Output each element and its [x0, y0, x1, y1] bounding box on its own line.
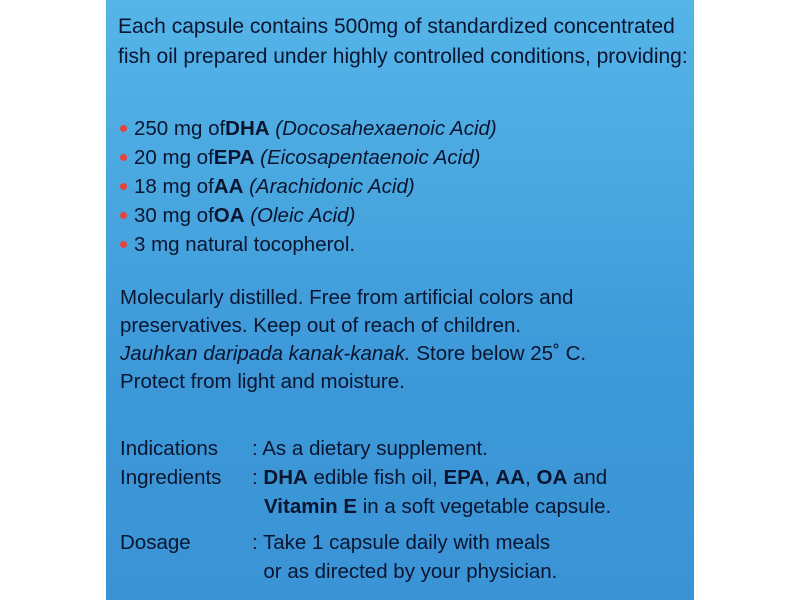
nutrient-list — [120, 114, 497, 259]
ingredients-value — [252, 463, 611, 521]
product-details — [120, 434, 611, 586]
nutrient-amount: 20 mg of — [134, 146, 214, 169]
nutrient-amount: 3 mg natural tocopherol. — [134, 233, 356, 256]
list-item-dha — [120, 114, 497, 143]
intro-text: Each capsule contains 500mg of standardized concentrated fish oil prepared under highly controlled conditions, providing: — [118, 15, 688, 68]
indications-label: Indications — [120, 437, 219, 460]
malay-warning: Jauhkan daripada kanak-kanak. — [120, 342, 411, 365]
ingredient-aa: AA — [495, 466, 526, 489]
bullet-dot-icon — [120, 212, 127, 219]
ingredients-line-2 — [252, 492, 611, 521]
notes-line-2: preservatives. Keep out of reach of children. — [120, 314, 522, 337]
ingredient-vitamin-e: Vitamin E — [264, 495, 358, 518]
ingredient-dha: DHA — [263, 466, 308, 489]
nutrient-name: OA — [213, 204, 245, 227]
nutrient-name: DHA — [225, 117, 270, 140]
nutrient-description: (Eicosapentaenoic Acid) — [260, 146, 481, 169]
nutrient-amount: 250 mg of — [134, 117, 226, 140]
product-label-panel — [106, 0, 694, 600]
list-item-oa — [120, 201, 497, 230]
bullet-dot-icon — [120, 241, 127, 248]
dosage-label: Dosage — [120, 531, 191, 554]
bullet-dot-icon — [120, 154, 127, 161]
ingredients-row — [120, 463, 611, 521]
list-item-aa — [120, 172, 497, 201]
bullet-dot-icon — [120, 183, 127, 190]
ingredients-text: and — [567, 466, 608, 489]
list-item-tocopherol — [120, 230, 497, 259]
ingredients-prefix: : — [252, 466, 264, 489]
nutrient-description: (Arachidonic Acid) — [249, 175, 415, 198]
nutrient-description: (Docosahexaenoic Acid) — [275, 117, 497, 140]
ingredients-text: edible fish oil, — [307, 466, 444, 489]
nutrient-name: EPA — [213, 146, 255, 169]
storage-notes — [120, 284, 690, 396]
indications-value: : As a dietary supplement. — [252, 437, 488, 460]
nutrient-description: (Oleic Acid) — [250, 204, 356, 227]
dosage-value — [252, 528, 557, 586]
ingredients-line-1 — [252, 463, 611, 492]
list-item-epa — [120, 143, 497, 172]
ingredients-label: Ingredients — [120, 466, 222, 489]
indications-row — [120, 434, 611, 463]
storage-temperature: Store below 25˚ C. — [410, 342, 587, 365]
nutrient-name: AA — [213, 175, 244, 198]
notes-line-4: Protect from light and moisture. — [120, 370, 405, 393]
dosage-line-2: or as directed by your physician. — [252, 560, 558, 583]
ingredients-separator: , — [525, 466, 537, 489]
ingredients-separator: , — [484, 466, 496, 489]
ingredient-oa: OA — [536, 466, 568, 489]
ingredients-text: in a soft vegetable capsule. — [357, 495, 612, 518]
notes-line-3 — [120, 340, 690, 368]
dosage-row — [120, 528, 611, 586]
nutrient-amount: 18 mg of — [134, 175, 214, 198]
nutrient-amount: 30 mg of — [134, 204, 214, 227]
dosage-line-1: : Take 1 capsule daily with meals — [252, 531, 551, 554]
bullet-dot-icon — [120, 125, 127, 132]
ingredient-epa: EPA — [443, 466, 485, 489]
notes-line-1: Molecularly distilled. Free from artificial colors and — [120, 286, 574, 309]
